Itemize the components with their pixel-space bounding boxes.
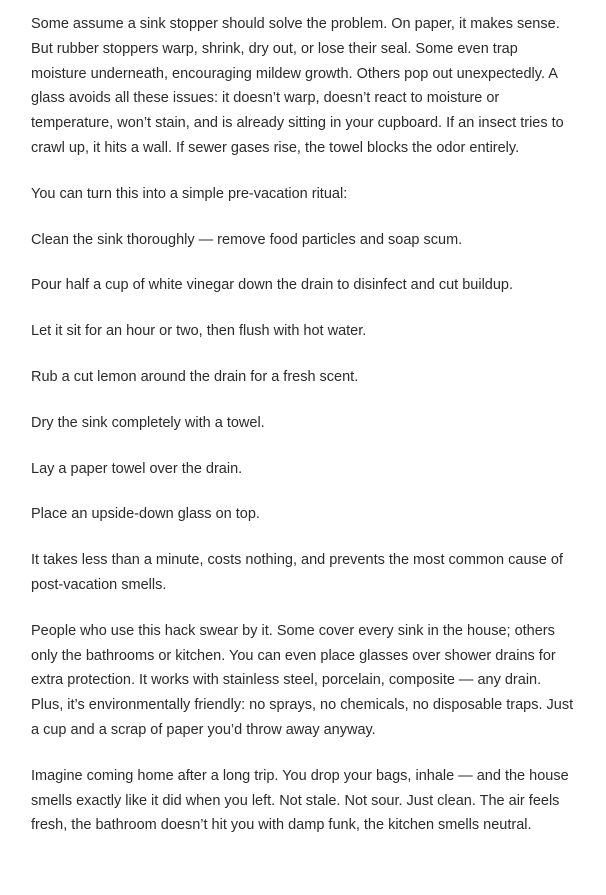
article-body [31, 12, 576, 859]
paragraph-takes-minute: It takes less than a minute, costs nothing, and prevents the most common cause of post-vacation smells. [31, 552, 563, 593]
step-dry-sink: Dry the sink completely with a towel. [31, 414, 265, 431]
step-flush-water: Let it sit for an hour or two, then flush with hot water. [31, 323, 367, 340]
paragraph-coming-home: Imagine coming home after a long trip. You drop your bags, inhale — and the house smells exactly like it did when you left. Not stale. Not sour. Just clean. The air feels fresh, the bathroom doesn’t hit you with damp funk, the kitchen smells neutral. [31, 767, 569, 834]
step-pour-vinegar: Pour half a cup of white vinegar down the drain to disinfect and cut buildup. [31, 277, 514, 294]
paragraph-people-swear: People who use this hack swear by it. Some cover every sink in the house; others only the bathrooms or kitchen. You can even place glasses over shower drains for extra protection. It works with stainless steel, porcelain, composite — any drain. Plus, it’s environmentally friendly: no sprays, no chemicals, no disposable traps. Just a cup and a scrap of paper you’d throw away anyway. [31, 622, 574, 738]
paragraph-ritual-intro: You can turn this into a simple pre-vacation ritual: [31, 185, 348, 202]
step-place-glass: Place an upside-down glass on top. [31, 506, 260, 523]
step-clean-sink: Clean the sink thoroughly — remove food particles and soap scum. [31, 231, 463, 248]
step-rub-lemon: Rub a cut lemon around the drain for a fresh scent. [31, 368, 359, 385]
paragraph-sink-stopper: Some assume a sink stopper should solve the problem. On paper, it makes sense. But rubber stoppers warp, shrink, dry out, or lose their seal. Some even trap moisture underneath, encouraging mildew growth. Others pop out unexpectedly. A glass avoids all these issues: it doesn’t warp, doesn’t react to moisture or temperature, won’t stain, and is already sitting in your cupboard. If an insect tries to crawl up, it hits a wall. If sewer gases rise, the towel blocks the odor entirely. [31, 16, 564, 156]
step-paper-towel: Lay a paper towel over the drain. [31, 460, 243, 477]
